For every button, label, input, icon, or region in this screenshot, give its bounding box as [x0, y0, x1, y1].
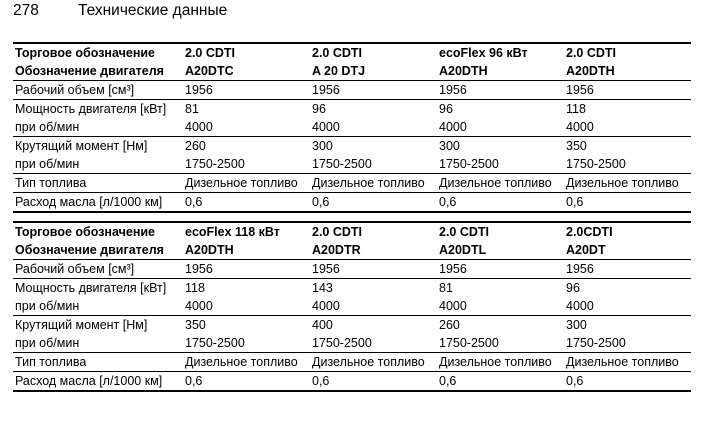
table-cell: 96: [564, 279, 691, 298]
table-cell: 4000: [312, 298, 340, 313]
page-number: 278: [13, 2, 39, 19]
page-title: Технические данные: [78, 2, 228, 19]
table-cell: 300: [310, 137, 437, 156]
row-label: Торговое обозначение: [13, 222, 183, 241]
table-cell: ecoFlex 96 кВт: [437, 43, 564, 62]
table-cell: A20DTC: [185, 63, 234, 78]
table-cell: 300: [437, 137, 564, 156]
table-cell: 0,6: [437, 193, 564, 213]
row-label: Торговое обозначение: [13, 43, 183, 62]
table-cell: A20DTH: [185, 242, 234, 257]
row-label: Мощность двигателя [кВт]: [13, 100, 183, 119]
table-row: [13, 81, 691, 100]
table-cell: 1750-2500: [185, 335, 245, 350]
table-header-row: [13, 43, 691, 62]
table-cell: 2.0 CDTI: [437, 222, 564, 241]
table-cell: 1956: [437, 260, 564, 279]
table-cell: 96: [310, 100, 437, 119]
table-cell: 0,6: [310, 193, 437, 213]
row-label: Мощность двигателя [кВт]: [13, 279, 183, 298]
row-label: Крутящий момент [Нм]: [13, 316, 183, 335]
table-row: [13, 353, 691, 372]
row-label: при об/мин: [15, 119, 80, 134]
table-row: [13, 174, 691, 193]
table-cell: Дизельное топливо: [183, 174, 310, 193]
table-cell: 4000: [566, 298, 594, 313]
table-cell: A 20 DTJ: [312, 63, 366, 78]
table-cell: A20DTR: [312, 242, 361, 257]
table-cell: 0,6: [564, 372, 691, 392]
table-cell: 143: [310, 279, 437, 298]
table-cell: 1956: [310, 81, 437, 100]
table-cell: 1750-2500: [185, 156, 245, 171]
table-row: [13, 193, 691, 213]
table-cell: 4000: [439, 119, 467, 134]
table-cell: 1956: [183, 81, 310, 100]
table-cell: 4000: [439, 298, 467, 313]
table-cell: 1750-2500: [566, 156, 626, 171]
table-cell: Дизельное топливо: [437, 353, 564, 372]
table-cell: 2.0CDTI: [564, 222, 691, 241]
table-cell: Дизельное топливо: [310, 353, 437, 372]
table-header-row: [13, 222, 691, 241]
table-header-row: [13, 62, 691, 81]
table-cell: 1956: [437, 81, 564, 100]
table-cell: 2.0 CDTI: [183, 43, 310, 62]
row-label: Крутящий момент [Нм]: [13, 137, 183, 156]
table-cell: 400: [310, 316, 437, 335]
table-cell: 1956: [310, 260, 437, 279]
table-cell: 2.0 CDTI: [564, 43, 691, 62]
table-row: [13, 137, 691, 156]
spec-table-1: [13, 42, 691, 213]
table-cell: ecoFlex 118 кВт: [183, 222, 310, 241]
table-cell: Дизельное топливо: [310, 174, 437, 193]
table-cell: 4000: [185, 119, 213, 134]
table-cell: 260: [183, 137, 310, 156]
table-cell: A20DT: [566, 242, 606, 257]
row-label: при об/мин: [15, 335, 80, 350]
table-row: [13, 316, 691, 335]
table-cell: 260: [437, 316, 564, 335]
table-row: [13, 372, 691, 392]
table-row: [13, 297, 691, 316]
table-cell: 1750-2500: [312, 156, 372, 171]
table-cell: Дизельное топливо: [183, 353, 310, 372]
row-label: Тип топлива: [13, 353, 183, 372]
table-cell: 0,6: [183, 193, 310, 213]
table-cell: 1956: [183, 260, 310, 279]
row-label: Обозначение двигателя: [15, 63, 164, 78]
table-cell: 1750-2500: [439, 156, 499, 171]
table-cell: A20DTL: [439, 242, 487, 257]
row-label: Расход масла [л/1000 км]: [13, 193, 183, 213]
table-cell: 2.0 CDTI: [310, 43, 437, 62]
row-label: Рабочий объем [см³]: [13, 260, 183, 279]
table-cell: 1750-2500: [439, 335, 499, 350]
table-cell: Дизельное топливо: [564, 353, 691, 372]
table-cell: 96: [437, 100, 564, 119]
table-cell: 0,6: [564, 193, 691, 213]
table-row: [13, 100, 691, 119]
table-cell: 0,6: [310, 372, 437, 392]
row-label: при об/мин: [15, 156, 80, 171]
table-cell: A20DTH: [566, 63, 615, 78]
table-cell: Дизельное топливо: [564, 174, 691, 193]
table-cell: 118: [183, 279, 310, 298]
table-cell: 0,6: [437, 372, 564, 392]
row-label: при об/мин: [15, 298, 80, 313]
table-row: [13, 334, 691, 353]
table-row: [13, 279, 691, 298]
table-cell: 118: [564, 100, 691, 119]
table-cell: 350: [183, 316, 310, 335]
table-cell: A20DTH: [439, 63, 488, 78]
page-header: [13, 2, 227, 20]
row-label: Обозначение двигателя: [15, 242, 164, 257]
table-row: [13, 260, 691, 279]
spec-table-2: [13, 221, 691, 392]
table-cell: 1750-2500: [566, 335, 626, 350]
table-row: [13, 118, 691, 137]
table-cell: 1956: [564, 81, 691, 100]
table-cell: 350: [564, 137, 691, 156]
table-cell: 81: [183, 100, 310, 119]
table-cell: Дизельное топливо: [437, 174, 564, 193]
table-cell: 300: [564, 316, 691, 335]
table-cell: 2.0 CDTI: [310, 222, 437, 241]
row-label: Расход масла [л/1000 км]: [13, 372, 183, 392]
table-cell: 4000: [566, 119, 594, 134]
table-cell: 1956: [564, 260, 691, 279]
table-cell: 81: [437, 279, 564, 298]
table-cell: 0,6: [183, 372, 310, 392]
table-cell: 4000: [312, 119, 340, 134]
table-cell: 1750-2500: [312, 335, 372, 350]
table-cell: 4000: [185, 298, 213, 313]
row-label: Рабочий объем [см³]: [13, 81, 183, 100]
table-header-row: [13, 241, 691, 260]
row-label: Тип топлива: [13, 174, 183, 193]
table-row: [13, 155, 691, 174]
